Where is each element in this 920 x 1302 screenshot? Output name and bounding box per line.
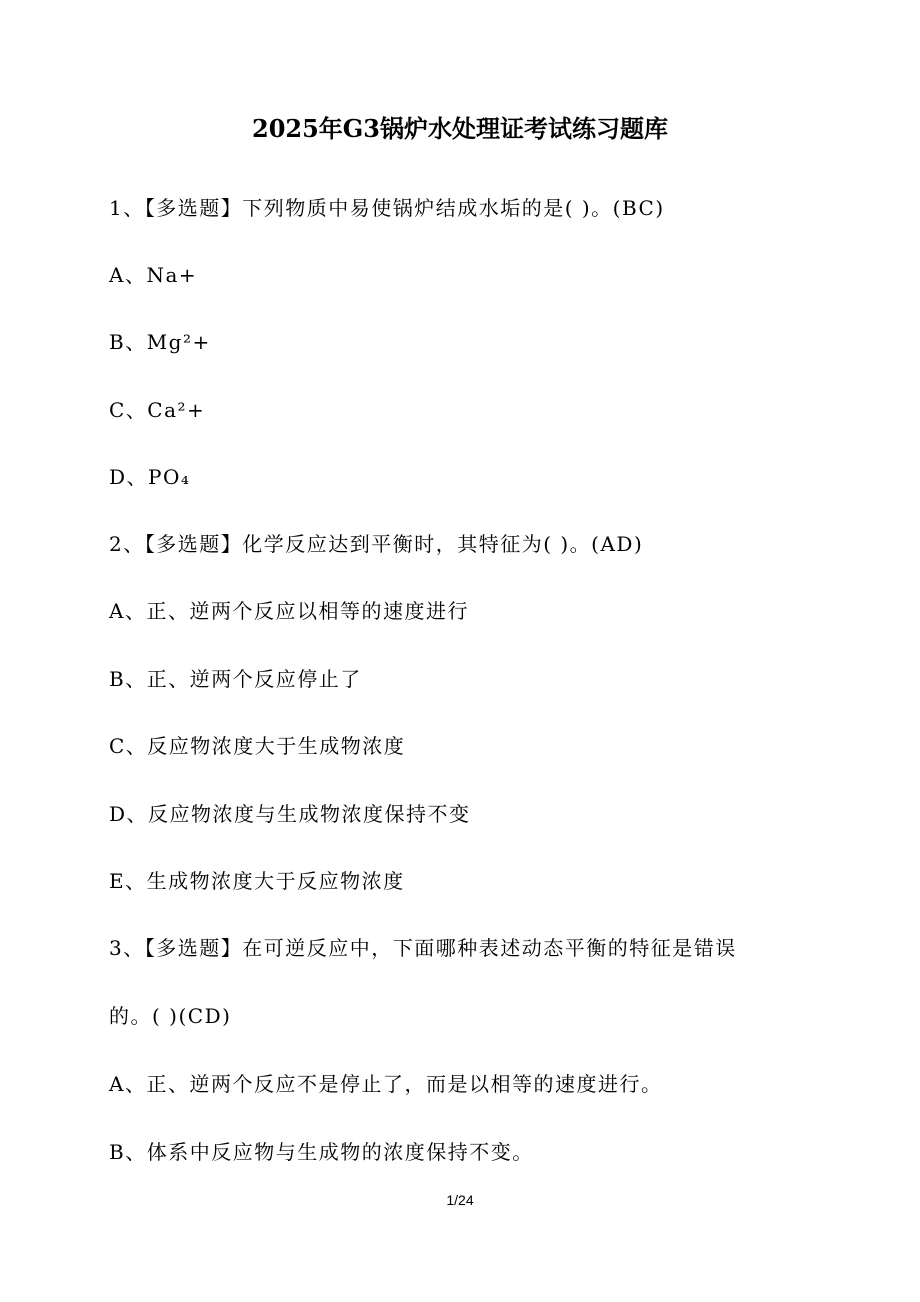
page-number: 1/24 — [446, 1192, 474, 1208]
question-3-option-b: B、体系中反应物与生成物的浓度保持不变。 — [109, 1140, 534, 1164]
question-2-stem: 2、【多选题】化学反应达到平衡时，其特征为( )。(AD) — [109, 532, 644, 556]
question-3-stem-continued: 的。( )(CD) — [109, 1004, 232, 1028]
question-2-option-d: D、反应物浓度与生成物浓度保持不变 — [109, 802, 471, 826]
question-2-option-a: A、正、逆两个反应以相等的速度进行 — [109, 599, 469, 623]
question-1-option-b: B、Mg²+ — [109, 330, 211, 354]
question-2-option-c: C、反应物浓度大于生成物浓度 — [109, 734, 406, 758]
question-3-stem: 3、【多选题】在可逆反应中，下面哪种表述动态平衡的特征是错误 — [109, 936, 737, 960]
question-1-option-c: C、Ca²+ — [109, 398, 206, 422]
question-2-option-b: B、正、逆两个反应停止了 — [109, 667, 362, 691]
question-2-option-e: E、生成物浓度大于反应物浓度 — [109, 869, 405, 893]
question-1-stem: 1、【多选题】下列物质中易使锅炉结成水垢的是( )。(BC) — [109, 196, 665, 220]
question-1-option-d: D、PO₄ — [109, 465, 191, 489]
question-3-option-a: A、正、逆两个反应不是停止了，而是以相等的速度进行。 — [109, 1072, 663, 1096]
document-title: 2025年G3锅炉水处理证考试练习题库 — [252, 114, 668, 143]
question-1-option-a: A、Na+ — [109, 263, 198, 287]
